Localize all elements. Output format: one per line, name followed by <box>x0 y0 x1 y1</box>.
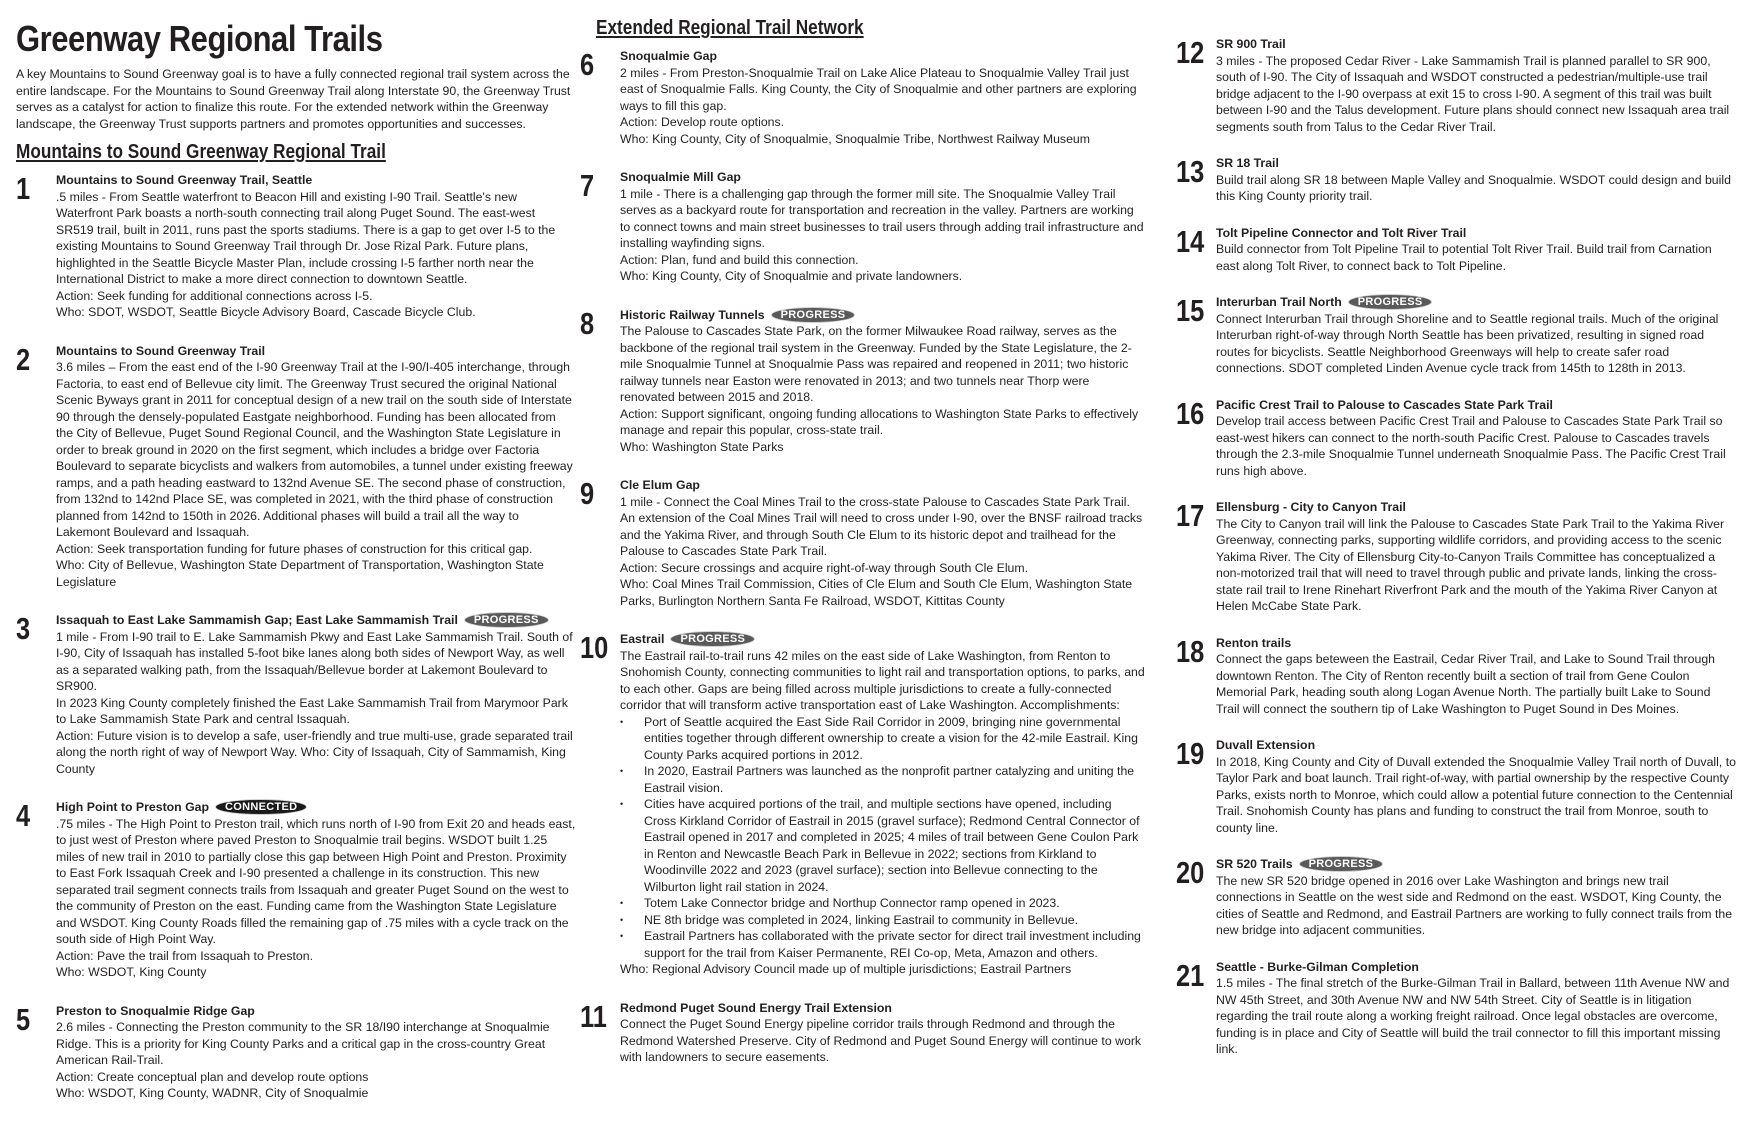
trail-number: 10 <box>580 630 609 665</box>
trail-who: Who: WSDOT, King County <box>56 965 207 979</box>
trail-description: 1.5 miles - The final stretch of the Burke-Gilman Trail in Ballard, between 11th Avenue NW and NW 45th Street, and 30th Avenue NW and NW 54th Street. City of Seattle is in litigation regarding the trail route along a working freight railroad. Once legal obstacles are overcome, funding is in place and City of Seattle will build the trail connector to fill this important missing link. <box>1216 976 1730 1056</box>
trail-number: 2 <box>16 341 31 377</box>
trail-description: .5 miles - From Seattle waterfront to Beacon Hill and existing I-90 Trail. Seattle's new Waterfront Park boasts a north-south connecting trail along Puget Sound. The east-west SR519 trail, built in 2011, runs past the sports stadiums. There is a gap to get over I-5 to the existing Mountains to Sound Greenway Trail through Dr. Jose Rizal Park. Future plans, highlighted in the Seattle Bicycle Master Plan, include crossing I-5 farther north near the International District to make a more direct connection to downtown Seattle. <box>56 189 556 286</box>
trail-name: Snoqualmie Gap <box>620 49 718 63</box>
trail-action: Action: Seek funding for additional connections across I-5. <box>56 288 373 303</box>
trail-who: Who: City of Bellevue, Washington State Department of Transportation, Washington State Legislature <box>56 558 544 589</box>
trail-name: SR 900 Trail <box>1216 37 1286 51</box>
trail-description: 2.6 miles - Connecting the Preston community to the SR 18/I90 interchange at Snoqualmie Ridge. This is a priority for King County Parks and a critical gap in the cross-country Great American Rail-Trail. <box>56 1020 550 1067</box>
trail-description: The new SR 520 bridge opened in 2016 over Lake Washington and brings new trail connections in Seattle on the west side and Redmond on the east. WSDOT, King County, the cities of Seattle and Redmond, and Eastrail Partners are working to fully connect trails from the new bridge into adjacent communities. <box>1216 873 1733 937</box>
trail-action: Action: Plan, fund and build this connection. <box>620 252 859 267</box>
trail-number: 11 <box>580 998 607 1034</box>
trail-entry <box>1176 959 1736 1058</box>
trail-extra: In 2023 King County completely finished the East Lake Sammamish Trail from Marymoor Park to Lake Sammamish State Park and central Issaquah. <box>56 695 568 726</box>
trail-description: 1 mile - Connect the Coal Mines Trail to the cross-state Palouse to Cascades State Park Trail. An extension of the Coal Mines Trail will need to cross under I-90, over the BNSF railroad tracks and the Yakima River, and through South Cle Elum to its historic depot and trailhead for the Palouse to Cascades State Park Trail. <box>620 494 1143 558</box>
trail-action: Action: Seek transportation funding for future phases of construction for this critical gap. <box>56 541 533 556</box>
accomplishments-list <box>620 714 1145 962</box>
trail-entry <box>1176 397 1736 480</box>
trail-description: .75 miles - The High Point to Preston trail, which runs north of I-90 from Exit 20 and heads east, to just west of Preston where paved Preston to Snoqualmie trail begins. WSDOT built 1.25 miles of new trail in 2010 to partially close this gap between High Point and Preston. Proximity to East Fork Issaquah Creek and I-90 presented a challenge in its construction. This new separated trail segment connects trails from Issaquah and greater Puget Sound on the west to the community of Preston on the east. Funding came from the Washington State Legislature and WSDOT. King County Roads filled the remaining gap of .75 miles with a cycle track on the south side of High Point Way. <box>56 816 576 946</box>
trail-number: 17 <box>1176 498 1205 533</box>
trail-name: Eastrail <box>620 632 665 646</box>
trail-entry <box>1176 737 1736 836</box>
section-heading-mts-trail: Mountains to Sound Greenway Regional Trail <box>16 141 386 163</box>
trail-entry <box>1176 155 1736 205</box>
trail-action: Action: Create conceptual plan and develop route options <box>56 1069 369 1084</box>
trail-number: 4 <box>16 798 31 833</box>
trail-entry <box>580 48 1145 147</box>
trail-description: The City to Canyon trail will link the Palouse to Cascades State Park Trail to the Yakima River Greenway, connecting parks, supporting wildlife corridors, and providing access to the scenic Yakima River. The City of Ellensburg City-to-Canyon Trails Committee has conceptualized a non-motorized trail that will need to travel through public and private lands, linking the cross-state rail trail to Irene Rinehart Riverfront Park and the mouth of the Yakima River Canyon at Helen McCabe State Park. <box>1216 516 1725 613</box>
trail-description: 3.6 miles – From the east end of the I-90 Greenway Trail at the I-90/I-405 interchange, through Factoria, to east end of Bellevue city limit. The Greenway Trust secured the original National Scenic Byways grant in 2011 for conceptual design of a new trail on the south side of Interstate 90 through the densely-populated Eastgate neighborhood. Funding has been allocated from the City of Bellevue, Puget Sound Regional Council, and the Washington State Legislature in order to break ground in 2020 on the first segment, which includes a bridge over Factoria Boulevard to separate bicyclists and walkers from automobiles, a tunnel under existing freeway ramps, and a path heading eastward to 132nd Avenue SE. The second phase of construction, from 132nd to 142nd Place SE, was completed in 2021, with the third phase of construction planned from 142nd to 150th in 2026. Additional phases will build a trail all the way to Lakemont Boulevard and Issaquah. <box>56 360 573 539</box>
trail-who: Who: King County, City of Snoqualmie and private landowners. <box>620 269 963 283</box>
trail-name: SR 520 Trails <box>1216 857 1293 871</box>
trail-who: Who: King County, City of Snoqualmie, Snoqualmie Tribe, Northwest Railway Museum <box>620 131 1090 146</box>
trail-entry <box>1176 499 1736 615</box>
status-badge-progress: PROGRESS <box>1348 294 1433 310</box>
trail-action: Action: Pave the trail from Issaquah to Preston. <box>56 948 313 963</box>
trail-number: 9 <box>580 476 595 511</box>
trail-description: Develop trail access between Pacific Crest Trail and Palouse to Cascades State Park Trail so east-west hikers can connect to the north-south Pacific Crest. Palouse to Cascades travels through the 2.3-mile Snoqualmie Tunnel underneath Snoqualmie Pass. The Pacific Crest Trail runs high above. <box>1216 414 1726 478</box>
status-badge-connected: CONNECTED <box>215 799 307 815</box>
trail-number: 12 <box>1176 35 1205 70</box>
trail-action: Action: Future vision is to develop a safe, user-friendly and true multi-use, grade separated trail along the north right of way of Newport Way. Who: City of Issaquah, City of Sammamish, King County <box>56 728 573 776</box>
trail-name: Redmond Puget Sound Energy Trail Extension <box>620 1000 892 1015</box>
trail-who: Who: Regional Advisory Council made up of multiple jurisdictions; Eastrail Partners <box>620 962 1072 976</box>
trail-entry <box>580 477 1145 609</box>
trail-name: Snoqualmie Mill Gap <box>620 170 741 184</box>
trail-name: Ellensburg - City to Canyon Trail <box>1216 500 1406 514</box>
accomplishment-item: • In 2020, Eastrail Partners was launched as the nonprofit partner catalyzing and uniting the Eastrail vision. <box>644 763 1145 796</box>
trail-who: Who: Coal Mines Trail Commission, Cities of Cle Elum and South Cle Elum, Washington State Parks, Burlington Northern Santa Fe Railroad, WSDOT, Kittitas County <box>620 577 1133 608</box>
trail-number: 6 <box>580 47 595 82</box>
section-heading-extended-network: Extended Regional Trail Network <box>596 17 864 39</box>
trail-number: 15 <box>1176 293 1205 328</box>
column-3 <box>1176 0 1736 1058</box>
trail-number: 3 <box>16 611 31 646</box>
trail-entry <box>16 1003 576 1102</box>
trail-action: Action: Develop route options. <box>620 115 785 129</box>
column-2 <box>580 0 1145 1066</box>
trail-name: SR 18 Trail <box>1216 156 1279 170</box>
trail-who: Who: Washington State Parks <box>620 439 784 454</box>
trail-name: Historic Railway Tunnels <box>620 307 765 322</box>
trail-entry <box>580 1000 1145 1066</box>
trail-description: In 2018, King County and City of Duvall extended the Snoqualmie Valley Trail north of Duvall, to Taylor Park and boat launch. Trail right-of-way, with partial ownership by the respective County Parks, exists north to Monroe, which could allow a potential future connection to the Centennial Trail. Snohomish County has plans and funding to construct the trail from Monroe, south to county line. <box>1216 754 1736 835</box>
trail-description: Connect Interurban Trail through Shoreline and to Seattle regional trails. Much of the original Interurban right-of-way through North Seattle has been privatized, resulting in signed road routes for bicyclists. Seattle Neighborhood Greenways will help to create safer road connections. SDOT completed Linden Avenue cycle track from 145th to 128th in 2013. <box>1216 311 1719 375</box>
trail-number: 16 <box>1176 395 1205 431</box>
column-1 <box>16 0 576 1102</box>
trail-entry <box>1176 225 1736 275</box>
trail-action: Action: Support significant, ongoing funding allocations to Washington State Parks to effectively manage and repair this popular, cross-state trail. <box>620 406 1139 437</box>
trail-entry <box>16 343 576 591</box>
trail-name: High Point to Preston Gap <box>56 800 210 814</box>
trail-entry <box>16 172 576 321</box>
trail-description: Connect the gaps beteween the Eastrail, Cedar River Trail, and Lake to Sound Trail through downtown Renton. The City of Renton recently built a section of trail from Gene Coulon Memorial Park, heading south along Logan Avenue North. The partially built Lake to Sound Trail will connect the southern tip of Lake Washington to Puget Sound in Des Moines. <box>1216 652 1716 716</box>
trail-description: Build connector from Tolt Pipeline Trail to potential Tolt River Trail. Build trail from Carnation east along Tolt River, to connect back to Tolt Pipeline. <box>1216 242 1712 273</box>
status-badge-progress: PROGRESS <box>464 612 549 628</box>
trail-description: 2 miles - From Preston-Snoqualmie Trail on Lake Alice Plateau to Snoqualmie Valley Trail just east of Snoqualmie Falls. King County, the City of Snoqualmie and other partners are exploring ways to fill this gap. <box>620 65 1137 113</box>
trail-name: Duvall Extension <box>1216 738 1316 752</box>
trail-name: Pacific Crest Trail to Palouse to Cascades State Park Trail <box>1216 397 1553 412</box>
trail-number: 5 <box>16 1001 31 1037</box>
trail-name: Renton trails <box>1216 635 1292 650</box>
trail-number: 21 <box>1176 957 1205 993</box>
trail-entry <box>1176 856 1736 939</box>
trail-action: Action: Secure crossings and acquire right-of-way through South Cle Elum. <box>620 560 1029 575</box>
trail-name: Mountains to Sound Greenway Trail <box>56 343 266 358</box>
trail-number: 19 <box>1176 736 1205 771</box>
trail-entry <box>580 169 1145 285</box>
accomplishment-item: • NE 8th bridge was completed in 2024, linking Eastrail to community in Bellevue. <box>644 912 1145 929</box>
trail-entry <box>1176 36 1736 135</box>
trail-description: 1 mile - From I-90 trail to E. Lake Sammamish Pkwy and East Lake Sammamish Trail. South of I-90, City of Issaquah has installed 5-foot bike lanes along both sides of Newport Way, as well as a separated walking path, from the Issaquah/Bellevue border at Lakemont Boulevard to SR900. <box>56 629 573 693</box>
trail-number: 18 <box>1176 633 1205 669</box>
trail-number: 20 <box>1176 855 1205 890</box>
trail-description: The Palouse to Cascades State Park, on the former Milwaukee Road railway, serves as the backbone of the regional trail system in the Greenway. Funded by the State Legislature, the 2-mile Snoqualmie Tunnel at Snoqualmie Pass was repaired and reopened in 2011; two historic railway tunnels near Easton were renovated in 2013; and two tunnels near Thorp were renovated between 2015 and 2018. <box>620 324 1132 404</box>
trail-entry <box>1176 635 1736 718</box>
trail-name: Issaquah to East Lake Sammamish Gap; East Lake Sammamish Trail <box>56 613 458 627</box>
trail-entry <box>580 631 1145 978</box>
accomplishment-item: • Port of Seattle acquired the East Side Rail Corridor in 2009, bringing nine governmental entities together through different ownership to create a vision for the 42-mile Eastrail. King County Parks acquired portions in 2012. <box>644 714 1145 764</box>
trail-name: Preston to Snoqualmie Ridge Gap <box>56 1003 255 1018</box>
trail-name: Cle Elum Gap <box>620 478 700 492</box>
trail-number: 8 <box>580 305 595 341</box>
trail-description: The Eastrail rail-to-trail runs 42 miles on the east side of Lake Washington, from Renton to Snohomish County, connecting communities to light rail and transportation options, to parks, and to each other. Gaps are being filled across multiple jurisdictions to create a fully-connected corridor that will transform active transportation east of Lake Washington. Accomplishments: <box>620 648 1145 712</box>
trail-description: Build trail along SR 18 between Maple Valley and Snoqualmie. WSDOT could design and build this King County priority trail. <box>1216 172 1731 203</box>
page-title: Greenway Regional Trails <box>16 18 383 59</box>
trail-entry <box>580 307 1145 456</box>
accomplishment-item: • Eastrail Partners has collaborated with the private sector for direct trail investment including support for the trail from Kaiser Permanente, REI Co-op, Meta, Amazon and others. <box>644 928 1145 961</box>
trail-description: 3 miles - The proposed Cedar River - Lake Sammamish Trail is planned parallel to SR 900, south of I-90. The City of Issaquah and WSDOT constructed a pedestrian/multiple-use trail bridge adjacent to the I-90 overpass at exit 15 to cross I-90. A segment of this trail was built between I-90 and the Talus development. Future plans should connect new Issaquah area trail segments south from Talus to the Cedar River Trail. <box>1216 53 1730 134</box>
trail-description: 1 mile - There is a challenging gap through the former mill site. The Snoqualmie Valley Trail serves as a backyard route for transportation and recreation in the valley. Partners are working to connect towns and main street businesses to trail users through adding trail infrastructure and installing wayfinding signs. <box>620 186 1144 250</box>
status-badge-progress: PROGRESS <box>670 631 755 647</box>
status-badge-progress: PROGRESS <box>1299 856 1384 872</box>
intro-paragraph: A key Mountains to Sound Greenway goal is to have a fully connected regional trail system across the entire landscape. For the Mountains to Sound Greenway Trail along Interstate 90, the Greenway Trust serves as a catalyst for action to finalize this route. For the extended network within the Greenway landscape, the Greenway Trust supports partners and promotes opportunities and successes. <box>16 67 571 131</box>
trail-name: Seattle - Burke-Gilman Completion <box>1216 959 1419 974</box>
trail-entry <box>16 799 576 981</box>
trail-number: 14 <box>1176 223 1205 259</box>
trail-name: Tolt Pipeline Connector and Tolt River Trail <box>1216 225 1467 240</box>
trail-entry <box>1176 294 1736 377</box>
status-badge-progress: PROGRESS <box>771 307 856 323</box>
trail-description: Connect the Puget Sound Energy pipeline corridor trails through Redmond and through the Redmond Watershed Preserve. City of Redmond and Puget Sound Energy will continue to work with landowners to secure easements. <box>620 1017 1142 1064</box>
trail-entry <box>16 612 576 777</box>
trail-number: 7 <box>580 168 595 203</box>
trail-name: Mountains to Sound Greenway Trail, Seattle <box>56 173 313 187</box>
trail-number: 1 <box>16 171 31 206</box>
trail-who: Who: WSDOT, King County, WADNR, City of Snoqualmie <box>56 1086 369 1100</box>
accomplishment-item: • Cities have acquired portions of the trail, and multiple sections have opened, including Cross Kirkland Corridor of Eastrail in 2015 (gravel surface); Redmond Central Connector of Eastrail opened in 2017 and completed in 2025; 4 miles of trail between Gene Coulon Park in Renton and Newcastle Beach Park in Bellevue in 2022; sections from Kirkland to Woodinville 2022 and 2023 (gravel surface); section into Bellevue connecting to the Wilburton light rail station in 2024. <box>644 796 1145 895</box>
trail-name: Interurban Trail North <box>1216 295 1342 309</box>
accomplishment-item: • Totem Lake Connector bridge and Northup Connector ramp opened in 2023. <box>644 895 1145 912</box>
trail-who: Who: SDOT, WSDOT, Seattle Bicycle Advisory Board, Cascade Bicycle Club. <box>56 305 476 319</box>
trail-number: 13 <box>1176 154 1205 189</box>
